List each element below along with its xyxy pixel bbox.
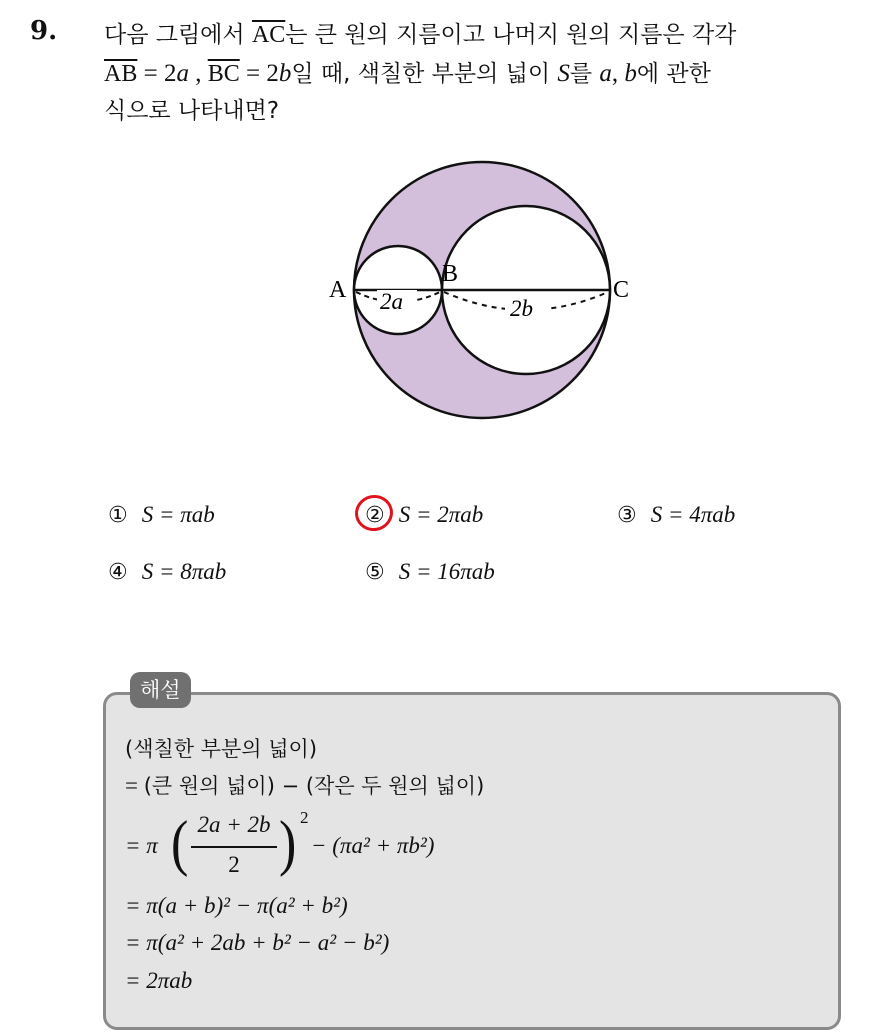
solution-math: = π(a + b)² − π(a² + b²) <box>125 893 348 918</box>
line3-remainder: − (πa² + πb²) <box>311 833 435 858</box>
solution-line-3 <box>125 808 545 882</box>
comma: , <box>611 60 625 87</box>
solution-tag: 해설 <box>130 672 191 708</box>
circle-figure <box>320 150 650 430</box>
solution-text: (색칠한 부분의 넓이) <box>125 737 318 761</box>
exponent: 2 <box>300 808 309 827</box>
choice-expression: S = 4πab <box>650 502 736 527</box>
question-number: 9. <box>30 16 58 46</box>
equals-sign: = <box>125 773 144 798</box>
label-b: B <box>442 261 459 287</box>
equation-text: = 2 <box>137 60 177 87</box>
choice-3[interactable] <box>617 502 735 528</box>
solution-text: (큰 원의 넓이) − (작은 두 원의 넓이) <box>143 774 485 798</box>
question-text: 다음 그림에서 <box>104 22 252 48</box>
solution-line-4 <box>125 893 348 919</box>
right-paren: ) <box>279 809 297 878</box>
variable-a: a <box>599 60 612 87</box>
fraction-numerator: 2a + 2b <box>197 812 271 837</box>
variable-b: b <box>278 60 292 87</box>
question-line-3: 식으로 나타내면? <box>104 98 280 124</box>
segment-ac: $\overline{AC}$ <box>251 22 286 48</box>
choice-number: ③ <box>617 503 637 528</box>
question-line-2 <box>104 55 711 88</box>
label-a: A <box>329 277 347 303</box>
choice-number: ④ <box>108 560 128 585</box>
variable-s: S <box>557 60 570 87</box>
variable-b: b <box>624 60 637 87</box>
label-2a: 2a <box>380 289 403 314</box>
solution-line-2 <box>125 770 484 800</box>
choice-5[interactable] <box>365 559 495 585</box>
pi-prefix: = π <box>125 833 158 858</box>
question-text: 를 <box>569 61 600 87</box>
question-text: 는 큰 원의 지름이고 나머지 원의 지름은 각각 <box>285 22 737 48</box>
fraction-denominator: 2 <box>228 852 240 877</box>
answer-circle-mark <box>352 491 397 534</box>
solution-line-6 <box>125 968 192 994</box>
solution-line-5 <box>125 930 389 956</box>
question-line-1 <box>104 16 736 49</box>
segment-ab: $\overline{AB}$ <box>104 61 138 87</box>
equation-text: = 2 <box>239 60 279 87</box>
choice-4[interactable] <box>108 559 226 585</box>
choice-expression: S = 8πab <box>141 559 227 584</box>
solution-math: = π(a² + 2ab + b² − a² − b²) <box>125 930 390 955</box>
solution-math: = 2πab <box>125 968 193 993</box>
label-c: C <box>613 277 630 303</box>
solution-line-1 <box>125 733 317 763</box>
question-text: 일 때, 색칠한 부분의 넓이 <box>291 61 558 87</box>
comma: , <box>188 60 208 87</box>
choice-number: ⑤ <box>365 560 385 585</box>
choice-expression: S = 16πab <box>398 559 495 584</box>
choice-expression: S = 2πab <box>398 502 484 527</box>
choice-1[interactable] <box>108 502 215 528</box>
label-2b: 2b <box>510 296 533 321</box>
choice-number: ② <box>365 503 385 528</box>
variable-a: a <box>176 60 189 87</box>
segment-bc: $\overline{BC}$ <box>207 61 240 87</box>
choice-expression: S = πab <box>141 502 215 527</box>
left-paren: ( <box>171 809 189 878</box>
fraction-bar <box>191 846 277 848</box>
choice-number: ① <box>108 503 128 528</box>
question-text: 에 관한 <box>636 61 711 87</box>
